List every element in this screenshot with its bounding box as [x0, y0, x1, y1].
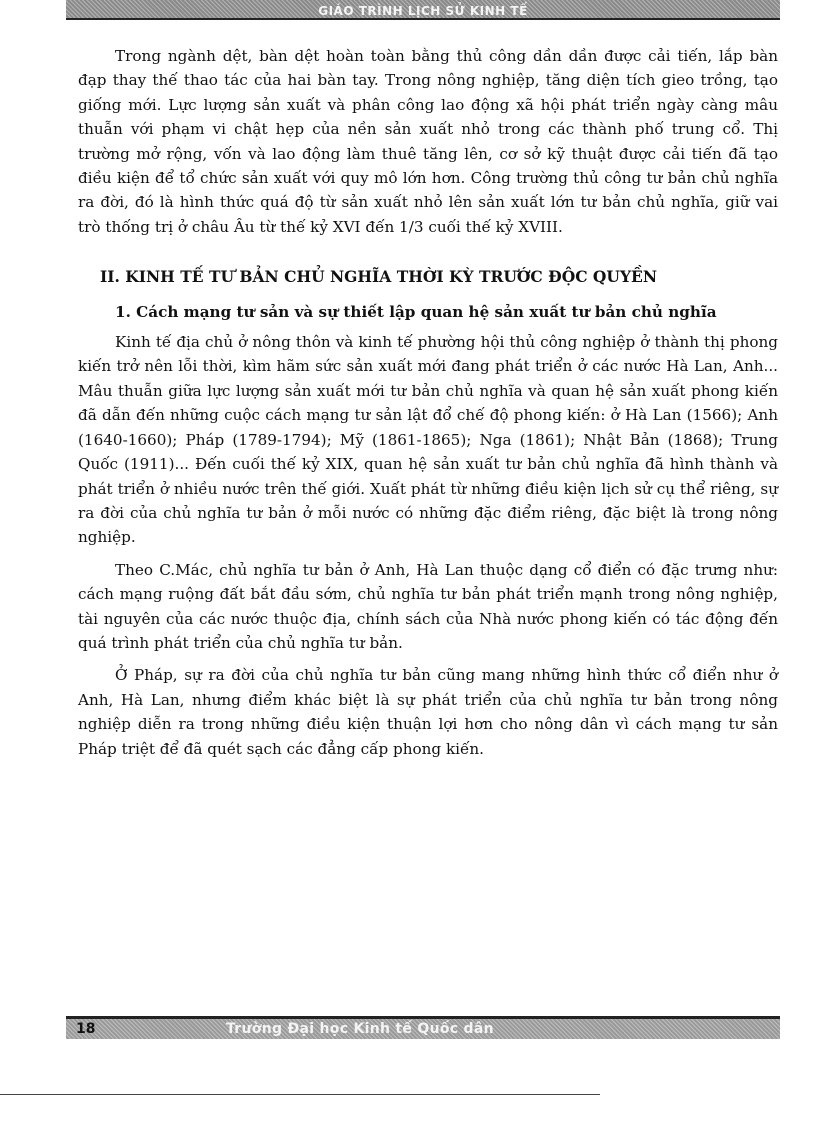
subsection-heading: 1. Cách mạng tư sản và sự thiết lập quan hệ sản xuất tư bản chủ nghĩa [115, 302, 717, 321]
header-title: GIÁO TRÌNH LỊCH SỬ KINH TẾ [318, 4, 528, 18]
page-body [78, 44, 778, 761]
bottom-rule-divider [0, 1094, 600, 1095]
page-number: 18 [76, 1021, 96, 1037]
paragraph-bourgeois-revolution: Kinh tế địa chủ ở nông thôn và kinh tế phường hội thủ công nghiệp ở thành thị phong kiến trở nên lỗi thời, kìm hãm sức sản xuất mới đang phát triển ở các nước Hà Lan, Anh... Mâu thuẫn giữa lực lượng sản xuất mới tư bản chủ nghĩa và quan hệ sản xuất phong kiến đã dẫn đến những cuộc cách mạng tư sản lật đổ chế độ phong kiến: ở Hà Lan (1566); Anh (1640-1660); Pháp (1789-1794); Mỹ (1861-1865); Nga (1861); Nhật Bản (1868); Trung Quốc (1911)... Đến cuối thế kỷ XIX, quan hệ sản xuất tư bản chủ nghĩa đã hình thành và phát triển ở nhiều nước trên thế giới. Xuất phát từ những điều kiện lịch sử cụ thể riêng, sự ra đời của chủ nghĩa tư bản ở mỗi nước có những đặc điểm riêng, đặc biệt là trong nông nghiệp. [78, 333, 778, 547]
paragraph-france: Ở Pháp, sự ra đời của chủ nghĩa tư bản cũng mang những hình thức cổ điển như ở Anh, Hà Lan, nhưng điểm khác biệt là sự phát triển của chủ nghĩa tư bản trong nông nghiệp diễn ra trong những điều kiện thuận lợi hơn cho nông dân vì cách mạng tư sản Pháp triệt để đã quét sạch các đẳng cấp phong kiến. [78, 666, 778, 758]
section-heading: II. KINH TẾ TƯ BẢN CHỦ NGHĨA THỜI KỲ TRƯỚC ĐỘC QUYỀN [100, 267, 658, 287]
paragraph-marx-classic: Theo C.Mác, chủ nghĩa tư bản ở Anh, Hà Lan thuộc dạng cổ điển có đặc trưng như: cách mạng ruộng đất bắt đầu sớm, chủ nghĩa tư bản phát triển mạnh trong nông nghiệp, tài nguyên của các nước thuộc địa, chính sách của Nhà nước phong kiến có tác động đến quá trình phát triển của chủ nghĩa tư bản. [78, 560, 778, 652]
footer-title: Trường Đại học Kinh tế Quốc dân [226, 1021, 494, 1037]
running-header [66, 0, 780, 20]
paragraph-textile: Trong ngành dệt, bàn dệt hoàn toàn bằng thủ công dần dần được cải tiến, lắp bàn đạp thay thế thao tác của hai bàn tay. Trong nông nghiệp, tăng diện tích gieo trồng, tạo giống mới. Lực lượng sản xuất và phân công lao động xã hội phát triển ngày càng mâu thuẫn với phạm vi chật hẹp của nền sản xuất nhỏ trong các thành phố trung cổ. Thị trường mở rộng, vốn và lao động làm thuê tăng lên, cơ sở kỹ thuật được cải tiến đã tạo điều kiện để tổ chức sản xuất với quy mô lớn hơn. Công trường thủ công tư bản chủ nghĩa ra đời, đó là hình thức quá độ từ sản xuất nhỏ lên sản xuất lớn tư bản chủ nghĩa, giữ vai trò thống trị ở châu Âu từ thế kỷ XVI đến 1/3 cuối thế kỷ XVIII. [78, 47, 778, 236]
running-footer [66, 1016, 780, 1039]
